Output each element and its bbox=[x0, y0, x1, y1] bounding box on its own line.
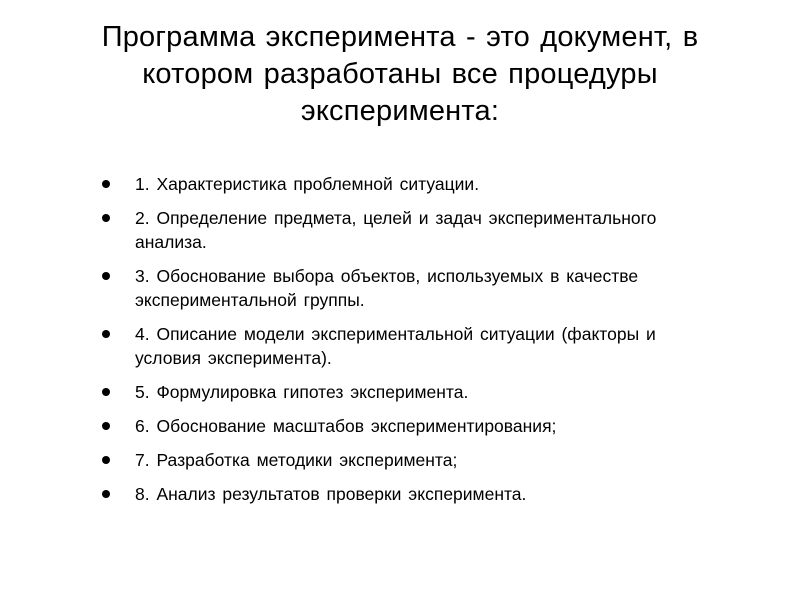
bullet-dot-icon bbox=[102, 490, 110, 498]
bullet-text: 6. Обоснование масштабов экспериментирования; bbox=[135, 416, 557, 436]
bullet-text: 5. Формулировка гипотез эксперимента. bbox=[135, 382, 469, 402]
slide-title: Программа эксперимента - это документ, в котором разработаны все процедуры эксперимента: bbox=[101, 21, 699, 127]
bullet-dot-icon bbox=[102, 422, 110, 430]
bullet-list bbox=[98, 172, 718, 516]
bullet-text: 3. Обоснование выбора объектов, используемых в качестве экспериментальной группы. bbox=[135, 266, 639, 310]
bullet-item-8 bbox=[98, 482, 718, 506]
bullet-item-3 bbox=[98, 264, 718, 312]
bullet-dot-icon bbox=[102, 214, 110, 222]
bullet-dot-icon bbox=[102, 180, 110, 188]
bullet-text: 7. Разработка методики эксперимента; bbox=[135, 450, 458, 470]
bullet-item-5 bbox=[98, 380, 718, 404]
bullet-text: 1. Характеристика проблемной ситуации. bbox=[135, 174, 480, 194]
bullet-text: 8. Анализ результатов проверки эксперимента. bbox=[135, 484, 527, 504]
bullet-item-4 bbox=[98, 322, 718, 370]
bullet-item-6 bbox=[98, 414, 718, 438]
bullet-text: 4. Описание модели экспериментальной ситуации (факторы и условия эксперимента). bbox=[135, 324, 656, 368]
bullet-dot-icon bbox=[102, 456, 110, 464]
bullet-item-1 bbox=[98, 172, 718, 196]
bullet-text: 2. Определение предмета, целей и задач экспериментального анализа. bbox=[135, 208, 657, 252]
bullet-item-7 bbox=[98, 448, 718, 472]
bullet-dot-icon bbox=[102, 272, 110, 280]
bullet-dot-icon bbox=[102, 330, 110, 338]
bullet-dot-icon bbox=[102, 388, 110, 396]
bullet-item-2 bbox=[98, 206, 718, 254]
